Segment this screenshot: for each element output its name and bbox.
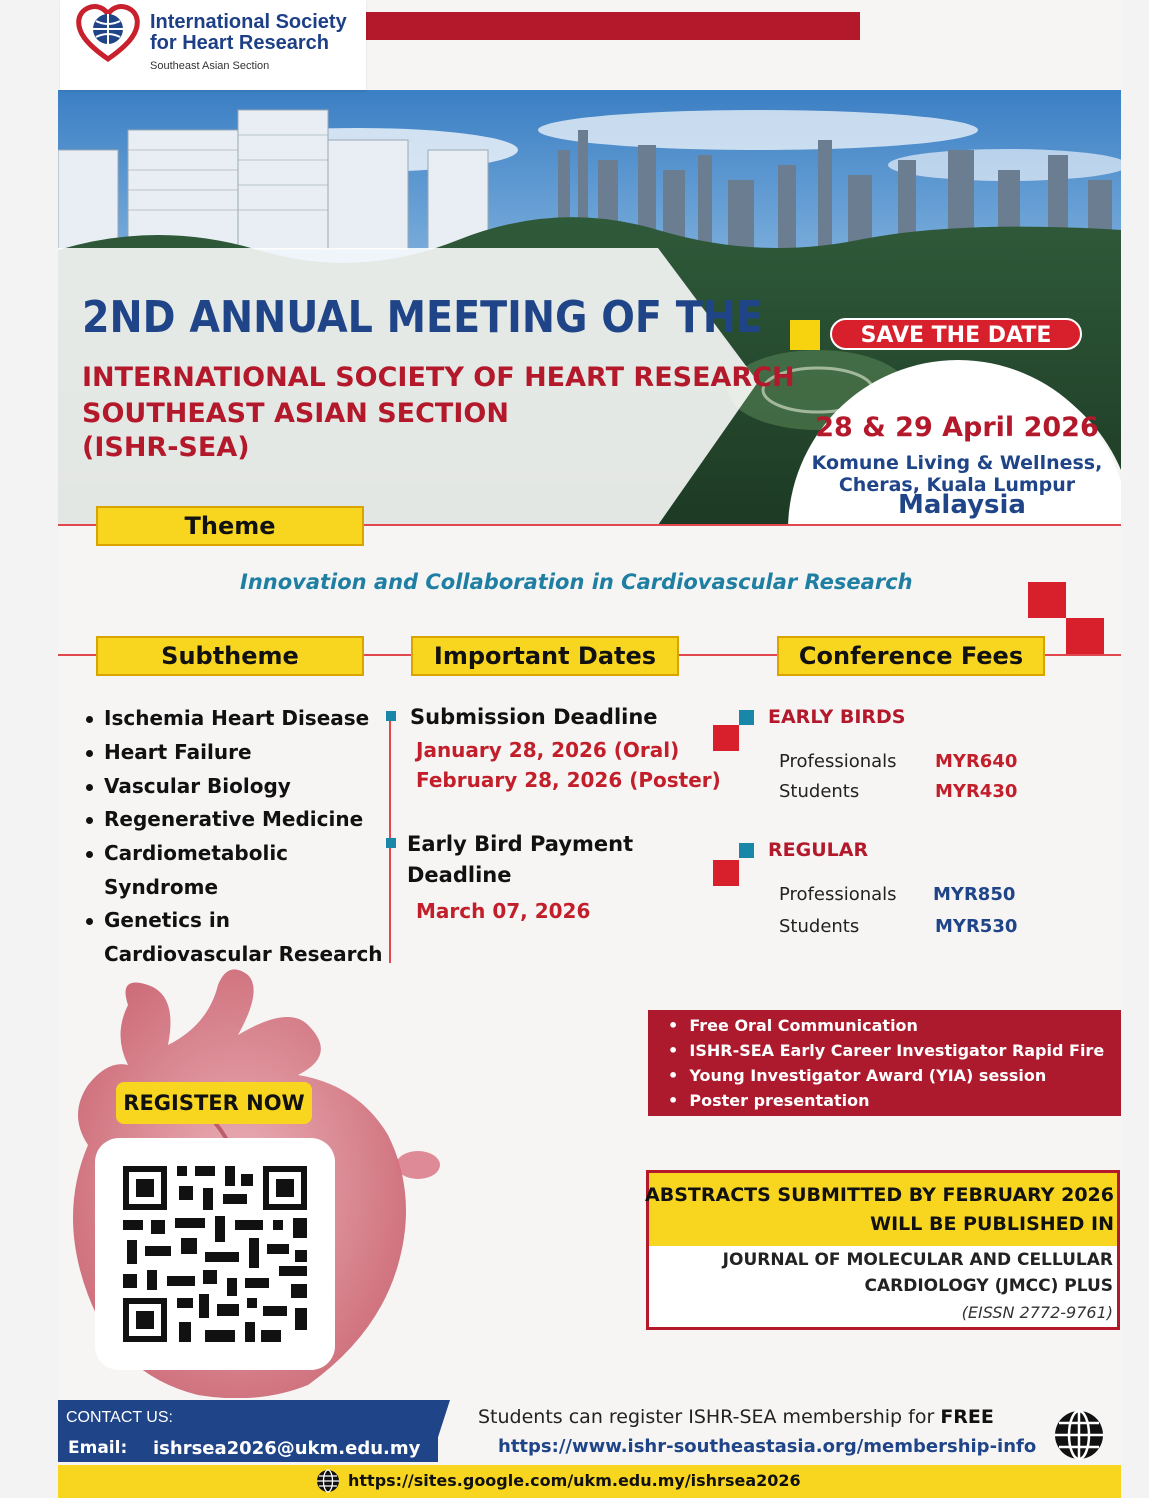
submission-deadline-label: Submission Deadline <box>410 705 658 729</box>
subtheme-item: Regenerative Medicine <box>104 807 364 831</box>
conference-fees-header: Conference Fees <box>777 636 1045 676</box>
headline-line1: 2ND ANNUAL MEETING OF THE <box>82 292 763 343</box>
subtheme-item: Ischemia Heart Disease <box>104 706 370 730</box>
bullet-icon <box>86 784 93 791</box>
register-now-button[interactable]: REGISTER NOW <box>116 1082 312 1124</box>
early-professionals-label: Professionals <box>779 751 897 772</box>
bullet-icon <box>86 716 93 723</box>
early-students-fee: MYR430 <box>935 781 1018 802</box>
qr-code-icon <box>95 1138 335 1370</box>
submission-oral-date: January 28, 2026 (Oral) <box>416 738 680 762</box>
membership-text-body: Students can register ISHR-SEA membership for <box>478 1406 941 1428</box>
email-label: Email: <box>68 1438 128 1458</box>
theme-header: Theme <box>96 506 364 546</box>
venue-line1: Komune Living & Wellness, <box>811 452 1103 474</box>
early-students-label: Students <box>779 781 860 802</box>
regular-students-fee: MYR530 <box>935 916 1018 937</box>
globe-icon <box>316 1469 340 1493</box>
qr-code-panel[interactable] <box>95 1138 335 1370</box>
website-link[interactable]: https://sites.google.com/ukm.edu.my/ishrsea2026 <box>348 1471 801 1490</box>
venue-country: Malaysia <box>898 490 1026 520</box>
bullet-icon <box>86 851 93 858</box>
bullet-icon <box>86 918 93 925</box>
early-bird-deadline-date: March 07, 2026 <box>416 899 591 923</box>
logo-title-line2: for Heart Research <box>150 32 329 54</box>
logo-title-line1: International Society <box>150 11 347 33</box>
logo-subtitle: Southeast Asian Section <box>150 60 270 72</box>
abstracts-line1: ABSTRACTS SUBMITTED BY FEBRUARY 2026 <box>645 1184 1114 1206</box>
journal-eissn: (EISSN 2772-9761) <box>961 1303 1113 1322</box>
perk-item: • Young Investigator Award (YIA) session <box>668 1066 1047 1085</box>
perk-item: • Free Oral Communication <box>668 1016 918 1035</box>
membership-text <box>478 1406 994 1428</box>
timeline-marker <box>386 838 396 848</box>
decor-red-square <box>1066 618 1104 654</box>
email-link[interactable]: ishrsea2026@ukm.edu.my <box>153 1438 421 1459</box>
early-birds-label: EARLY BIRDS <box>768 706 906 728</box>
membership-link[interactable]: https://www.ishr-southeastasia.org/membership-info <box>498 1436 1037 1457</box>
regular-label: REGULAR <box>768 839 869 861</box>
perk-text: Poster presentation <box>689 1091 870 1110</box>
headline-line3: SOUTHEAST ASIAN SECTION <box>82 398 509 429</box>
timeline-marker <box>386 711 396 721</box>
top-accent-bar <box>300 12 860 40</box>
subtheme-item: Heart Failure <box>104 740 252 764</box>
submission-poster-date: February 28, 2026 (Poster) <box>416 768 721 792</box>
contact-band-slant <box>430 1400 450 1462</box>
subtheme-item: Genetics in <box>104 908 231 932</box>
regular-students-label: Students <box>779 916 860 937</box>
fee-marker <box>713 725 739 751</box>
decor-red-square <box>1028 582 1066 618</box>
globe-icon <box>1052 1408 1106 1462</box>
venue-line2: Cheras, Kuala Lumpur <box>838 474 1076 496</box>
perk-text: Young Investigator Award (YIA) session <box>689 1066 1047 1085</box>
subtheme-item-continued: Syndrome <box>104 875 219 899</box>
membership-free: FREE <box>940 1406 994 1428</box>
headline-line2: INTERNATIONAL SOCIETY OF HEART RESEARCH <box>82 362 795 393</box>
fee-marker <box>713 860 739 886</box>
early-bird-deadline-label-2: Deadline <box>407 863 512 887</box>
contact-label: CONTACT US: <box>66 1409 173 1426</box>
save-the-date-badge: SAVE THE DATE <box>830 318 1082 350</box>
regular-professionals-fee: MYR850 <box>933 884 1016 905</box>
yellow-accent-square <box>790 320 820 350</box>
abstracts-line2: WILL BE PUBLISHED IN <box>870 1213 1114 1235</box>
top-accent-bar-slant <box>830 12 858 40</box>
subtheme-item: Cardiometabolic <box>104 841 289 865</box>
early-professionals-fee: MYR640 <box>935 751 1018 772</box>
bullet-icon <box>86 817 93 824</box>
regular-professionals-label: Professionals <box>779 884 897 905</box>
subtheme-header: Subtheme <box>96 636 364 676</box>
theme-text: Innovation and Collaboration in Cardiovascular Research <box>240 570 913 594</box>
event-date: 28 & 29 April 2026 <box>815 412 1099 443</box>
perk-item: • ISHR-SEA Early Career Investigator Rapid Fire <box>668 1041 1105 1060</box>
perk-text: ISHR-SEA Early Career Investigator Rapid Fire <box>689 1041 1105 1060</box>
fee-marker <box>739 843 754 858</box>
early-bird-deadline-label: Early Bird Payment <box>407 832 634 856</box>
subtheme-item-continued: Cardiovascular Research <box>104 942 383 966</box>
perk-item: • Poster presentation <box>668 1091 870 1110</box>
perk-text: Free Oral Communication <box>689 1016 918 1035</box>
subtheme-item: Vascular Biology <box>104 774 291 798</box>
journal-name-line2: CARDIOLOGY (JMCC) PLUS <box>864 1276 1113 1296</box>
headline-line4: (ISHR-SEA) <box>82 432 250 463</box>
fee-marker <box>739 710 754 725</box>
bullet-icon <box>86 750 93 757</box>
important-dates-header: Important Dates <box>411 636 679 676</box>
journal-name-line1: JOURNAL OF MOLECULAR AND CELLULAR <box>722 1250 1113 1270</box>
heart-globe-logo-icon <box>75 3 141 63</box>
